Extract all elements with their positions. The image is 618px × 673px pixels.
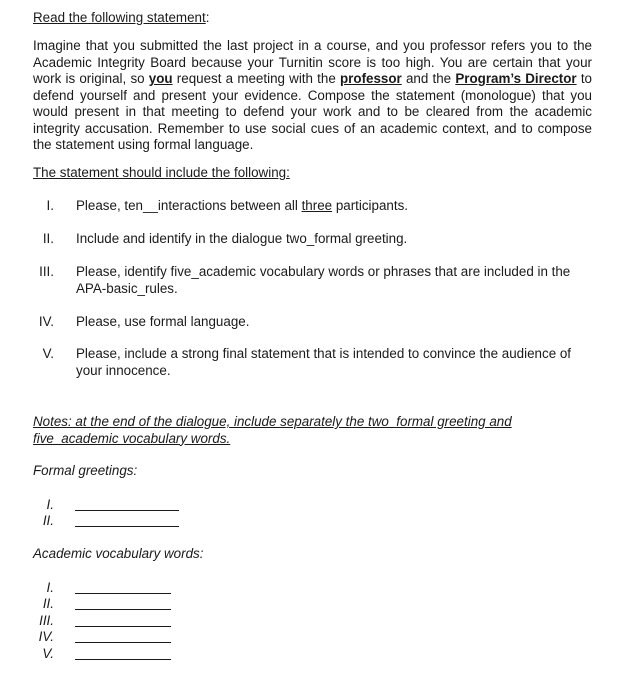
answer-blank-line[interactable]	[75, 526, 179, 527]
answer-blank-line[interactable]	[75, 609, 171, 610]
vocabulary-row	[33, 613, 233, 630]
vocabulary-row	[33, 629, 233, 646]
paragraph-part-3: and the	[401, 71, 456, 86]
row-number: I.	[46, 497, 54, 512]
requirement-number: III.	[39, 264, 54, 279]
row-number: I.	[46, 580, 54, 595]
requirement-number: II.	[42, 231, 54, 246]
formal-greetings-label: Formal greetings:	[33, 463, 138, 478]
paragraph-part-1: Imagine that you submitted the last project in a course, and you professor refers you to the Academic Integrity Board because your Turnitin score is too high. You are certain that your work is original, so	[33, 38, 592, 86]
requirement-text: Please, include a strong final statement that is intended to convince the audience of your innocence.	[76, 346, 572, 378]
formal-greeting-row	[33, 513, 233, 530]
instructions-heading	[33, 10, 209, 27]
requirement-text: Please, identify five_academic vocabulary words or phrases that are included in the APA-basic_rules.	[76, 264, 571, 296]
heading-colon: :	[205, 10, 210, 25]
row-number: II.	[42, 596, 54, 611]
vocabulary-row	[33, 646, 233, 663]
vocabulary-row	[33, 596, 233, 613]
formal-greeting-row	[33, 497, 233, 514]
heading-text: Read the following statement	[33, 10, 206, 25]
row-number: II.	[42, 513, 54, 528]
paragraph-part-2: request a meeting with the	[172, 71, 340, 86]
row-number: V.	[42, 646, 54, 661]
paragraph-part-4: to defend yourself and present your evidence. Compose the statement (monologue) that you would present in that meeting to defend your work and to be cleared from the academic integrity accusation. Remember to use social cues of an academic context, and to compose the statement using formal language.	[33, 71, 592, 152]
row-number: III.	[39, 613, 54, 628]
paragraph-you: you	[148, 71, 173, 86]
requirement-text-part: Please, ten__interactions between all	[76, 198, 302, 213]
answer-blank-line[interactable]	[75, 626, 171, 627]
answer-blank-line[interactable]	[75, 659, 171, 660]
answer-blank-line[interactable]	[75, 510, 179, 511]
requirement-number: V.	[42, 346, 54, 361]
scenario-paragraph	[33, 38, 592, 154]
notes-text: Notes: at the end of the dialogue, include separately the two_formal greeting and five_academic vocabulary words.	[33, 414, 512, 446]
requirement-text-three: three	[301, 198, 333, 213]
requirement-text: Include and identify in the dialogue two_formal greeting.	[76, 231, 408, 246]
requirement-number: I.	[46, 198, 54, 213]
paragraph-professor: professor	[340, 71, 402, 86]
answer-blank-line[interactable]	[75, 642, 171, 643]
vocabulary-row	[33, 580, 233, 597]
requirements-subheading: The statement should include the following:	[33, 165, 290, 180]
requirement-number: IV.	[38, 314, 54, 329]
requirement-text-part: participants.	[332, 198, 409, 213]
row-number: IV.	[38, 629, 54, 644]
answer-blank-line[interactable]	[75, 593, 171, 594]
requirement-text: Please, use formal language.	[76, 314, 250, 329]
academic-vocabulary-label: Academic vocabulary words:	[33, 546, 204, 561]
requirement-text	[76, 198, 593, 215]
paragraph-programs-director: Program’s Director	[455, 71, 577, 86]
